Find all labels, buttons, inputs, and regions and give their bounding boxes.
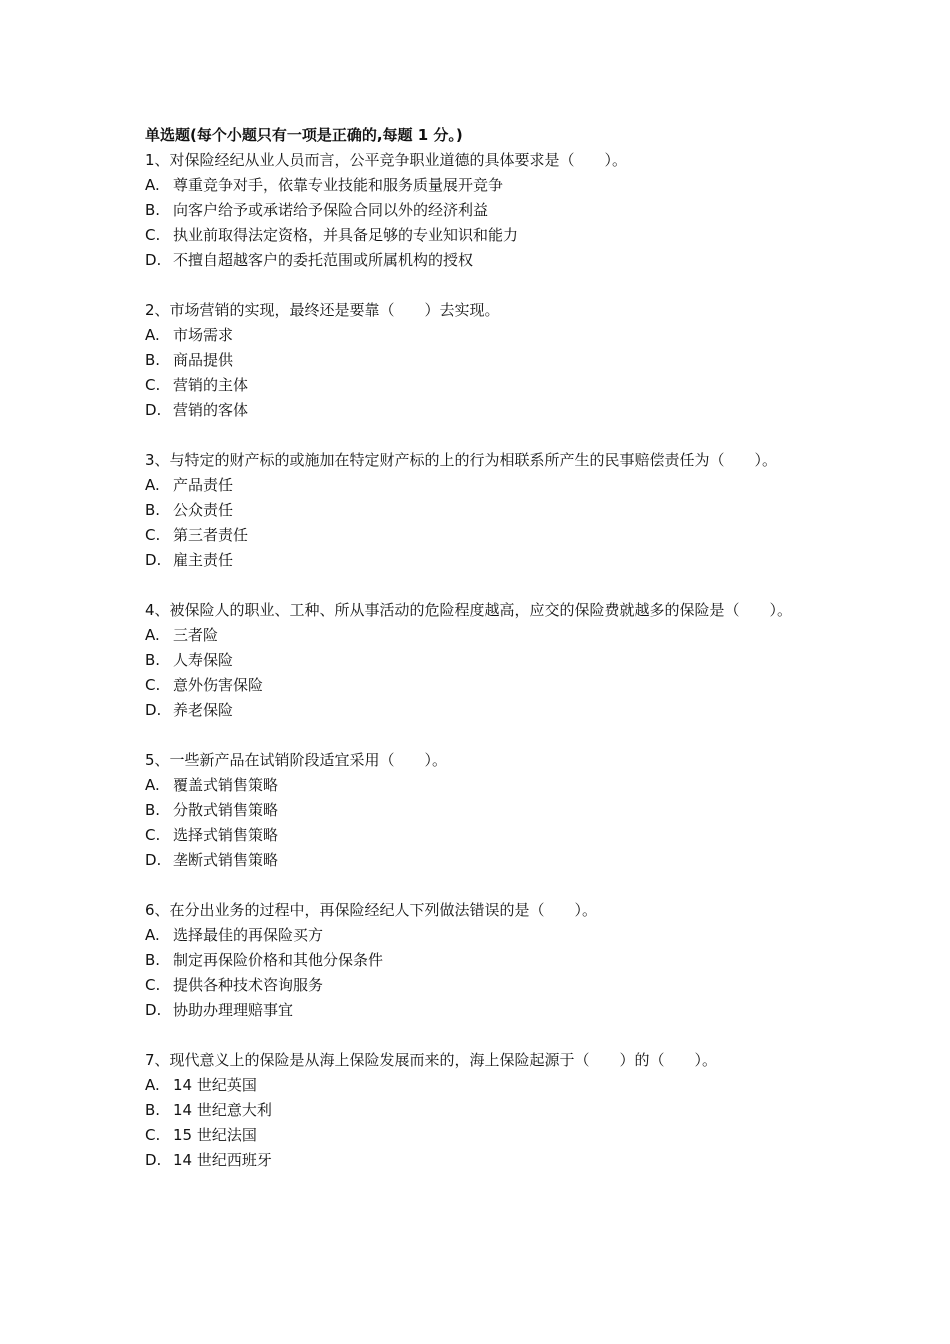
option-letter: C.	[145, 976, 161, 994]
option-text: 覆盖式销售策略	[173, 776, 279, 794]
option-text: 分散式销售策略	[173, 801, 279, 819]
option-text: 执业前取得法定资格，并具备足够的专业知识和能力	[173, 226, 519, 244]
option-text: 商品提供	[173, 351, 234, 369]
option-text: 营销的客体	[173, 401, 249, 419]
question-2	[145, 298, 815, 423]
option-a	[145, 1073, 815, 1098]
option-a	[145, 473, 815, 498]
option-text: 养老保险	[173, 701, 234, 719]
option-a	[145, 173, 815, 198]
option-b	[145, 348, 815, 373]
option-letter: D.	[145, 701, 162, 719]
exam-document	[145, 123, 815, 1198]
option-c	[145, 1123, 815, 1148]
option-b	[145, 648, 815, 673]
question-5	[145, 748, 815, 873]
option-c	[145, 823, 815, 848]
option-letter: A.	[145, 476, 160, 494]
option-text: 向客户给予或承诺给予保险合同以外的经济利益	[173, 201, 489, 219]
option-a	[145, 923, 815, 948]
option-letter: C.	[145, 1126, 161, 1144]
option-letter: B.	[145, 801, 161, 819]
option-letter: C.	[145, 676, 161, 694]
option-letter: A.	[145, 926, 160, 944]
option-d	[145, 248, 815, 273]
option-c	[145, 223, 815, 248]
option-b	[145, 198, 815, 223]
option-text: 人寿保险	[173, 651, 234, 669]
option-text: 意外伤害保险	[173, 676, 264, 694]
option-a	[145, 323, 815, 348]
option-letter: A.	[145, 176, 160, 194]
option-a	[145, 623, 815, 648]
option-a	[145, 773, 815, 798]
option-text: 选择式销售策略	[173, 826, 279, 844]
option-letter: D.	[145, 1001, 162, 1019]
option-letter: B.	[145, 651, 161, 669]
option-c	[145, 523, 815, 548]
question-1	[145, 148, 815, 273]
option-letter: D.	[145, 551, 162, 569]
option-letter: C.	[145, 826, 161, 844]
option-text: 垄断式销售策略	[173, 851, 279, 869]
option-letter: A.	[145, 326, 160, 344]
question-text: 4、被保险人的职业、工种、所从事活动的危险程度越高，应交的保险费就越多的保险是（ ）。	[145, 601, 793, 619]
question-text: 5、一些新产品在试销阶段适宜采用（ ）。	[145, 751, 448, 769]
question-6	[145, 898, 815, 1023]
option-d	[145, 848, 815, 873]
option-text: 不擅自超越客户的委托范围或所属机构的授权	[173, 251, 474, 269]
option-text: 14 世纪英国	[173, 1076, 257, 1094]
option-letter: B.	[145, 951, 161, 969]
option-letter: A.	[145, 1076, 160, 1094]
option-text: 14 世纪意大利	[173, 1101, 272, 1119]
option-letter: C.	[145, 376, 161, 394]
option-letter: A.	[145, 776, 160, 794]
option-b	[145, 498, 815, 523]
option-letter: D.	[145, 1151, 162, 1169]
option-letter: B.	[145, 351, 161, 369]
option-letter: D.	[145, 401, 162, 419]
option-c	[145, 373, 815, 398]
option-text: 选择最佳的再保险买方	[173, 926, 324, 944]
question-text: 6、在分出业务的过程中，再保险经纪人下列做法错误的是（ ）。	[145, 901, 598, 919]
option-text: 协助办理理赔事宜	[173, 1001, 294, 1019]
option-text: 营销的主体	[173, 376, 249, 394]
question-text: 3、与特定的财产标的或施加在特定财产标的上的行为相联系所产生的民事赔偿责任为（ ）。	[145, 451, 778, 469]
section-heading: 单选题(每个小题只有一项是正确的,每题 1 分。)	[145, 126, 463, 144]
option-text: 公众责任	[173, 501, 234, 519]
option-b	[145, 948, 815, 973]
option-letter: B.	[145, 201, 161, 219]
option-text: 雇主责任	[173, 551, 234, 569]
option-text: 制定再保险价格和其他分保条件	[173, 951, 384, 969]
question-7	[145, 1048, 815, 1173]
option-d	[145, 1148, 815, 1173]
question-4	[145, 598, 815, 723]
option-text: 15 世纪法国	[173, 1126, 257, 1144]
option-letter: C.	[145, 226, 161, 244]
option-b	[145, 798, 815, 823]
option-d	[145, 398, 815, 423]
option-text: 市场需求	[173, 326, 234, 344]
option-d	[145, 698, 815, 723]
option-text: 产品责任	[173, 476, 234, 494]
option-d	[145, 998, 815, 1023]
option-text: 尊重竞争对手，依靠专业技能和服务质量展开竞争	[173, 176, 504, 194]
option-b	[145, 1098, 815, 1123]
option-text: 14 世纪西班牙	[173, 1151, 272, 1169]
option-text: 提供各种技术咨询服务	[173, 976, 324, 994]
option-letter: A.	[145, 626, 160, 644]
option-letter: B.	[145, 1101, 161, 1119]
option-text: 三者险	[173, 626, 219, 644]
option-letter: B.	[145, 501, 161, 519]
question-text: 7、现代意义上的保险是从海上保险发展而来的，海上保险起源于（ ）的（ ）。	[145, 1051, 718, 1069]
question-text: 1、对保险经纪从业人员而言，公平竞争职业道德的具体要求是（ ）。	[145, 151, 628, 169]
option-letter: C.	[145, 526, 161, 544]
option-letter: D.	[145, 851, 162, 869]
option-d	[145, 548, 815, 573]
option-letter: D.	[145, 251, 162, 269]
question-text: 2、市场营销的实现，最终还是要靠（ ）去实现。	[145, 301, 500, 319]
question-3	[145, 448, 815, 573]
option-c	[145, 673, 815, 698]
option-c	[145, 973, 815, 998]
option-text: 第三者责任	[173, 526, 249, 544]
